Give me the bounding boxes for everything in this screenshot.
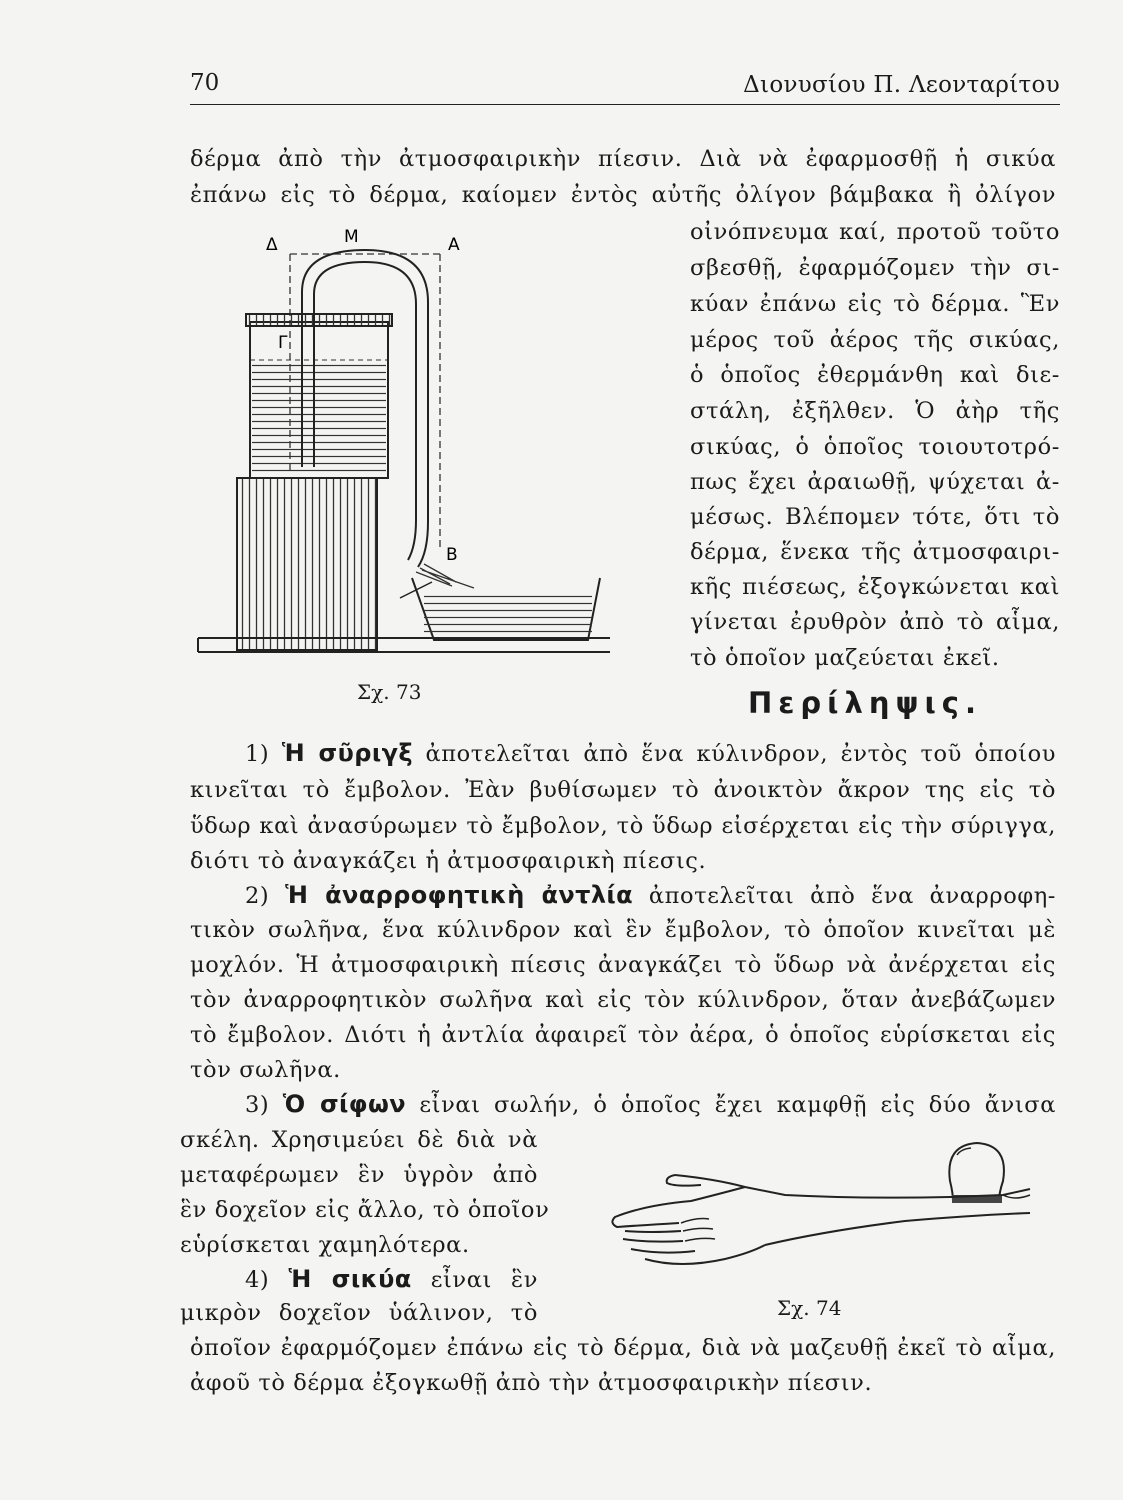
item-number: 4) <box>245 1267 270 1293</box>
side-line: στάλη, ἐξῆλθεν. Ὁ ἀὴρ τῆς <box>690 398 1060 424</box>
summary-line: ἀφοῦ τὸ δέρμα ἐξογκωθῇ ἀπὸ τὴν ἀτμοσφαιρικὴν πίεσιν. <box>190 1370 873 1396</box>
item-number: 1) <box>245 741 270 767</box>
summary-item-1-first-line <box>245 738 1056 769</box>
term-cupping-glass: Ἡ σικύα <box>288 1265 412 1293</box>
summary-line: τικὸν σωλῆνα, ἕνα κύλινδρον καὶ ἓν ἔμβολον, τὸ ὁποῖον κινεῖται μὲ <box>190 917 1056 943</box>
side-line: μέρος τοῦ ἀέρος τῆς σικύας, <box>690 327 1060 353</box>
label-beta: Β <box>446 545 458 565</box>
item-text: εἶναι σωλήν, ὁ ὁποῖος ἔχει καμφθῇ εἰς δύο ἄνισα <box>419 1092 1056 1118</box>
summary-line: διότι τὸ ἀναγκάζει ἡ ἀτμοσφαιρικὴ πίεσις. <box>190 848 707 874</box>
side-line: μέσως. Βλέπομεν τότε, ὅτι τὸ <box>690 504 1060 530</box>
side-line: οἰνόπνευμα καί, προτοῦ τοῦτο <box>690 219 1060 245</box>
summary-heading: Περίληψις. <box>748 686 982 720</box>
side-line: σικύας, ὁ ὁποῖος τοιουτοτρό- <box>690 434 1060 460</box>
label-alpha: Α <box>448 235 460 255</box>
item-text: ἀποτελεῖται ἀπὸ ἕνα ἀναρροφη- <box>648 883 1056 909</box>
summary-line: μεταφέρωμεν ἓν ὑγρὸν ἀπὸ <box>180 1162 538 1188</box>
summary-line: εὑρίσκεται χαμηλότερα. <box>180 1232 470 1258</box>
term-syringe: Ἡ σῦριγξ <box>281 739 413 767</box>
label-mu: Μ <box>344 227 359 247</box>
side-line: γίνεται ἐρυθρὸν ἀπὸ τὸ αἷμα, <box>690 609 1060 635</box>
summary-line: τὸν σωλῆνα. <box>190 1057 341 1083</box>
item-number: 2) <box>245 883 270 909</box>
term-suction-pump: Ἡ ἀναρροφητικὴ ἀντλία <box>285 881 634 909</box>
summary-line: σκέλη. Χρησιμεύει δὲ διὰ νὰ <box>180 1127 538 1153</box>
summary-line: ὕδωρ καὶ ἀνασύρωμεν τὸ ἔμβολον, τὸ ὕδωρ εἰσέρχεται εἰς τὴν σύριγγα, <box>190 813 1056 839</box>
intro-line: δέρμα ἀπὸ τὴν ἀτμοσφαιρικὴν πίεσιν. Διὰ νὰ ἐφαρμοσθῇ ἡ σικύα <box>190 146 1056 172</box>
item-text: ἀποτελεῖται ἀπὸ ἕνα κύλινδρον, ἐντὸς τοῦ ὁποίου <box>425 741 1056 767</box>
summary-item-3-first-line <box>245 1089 1056 1120</box>
page-header <box>190 66 1060 105</box>
side-line: κύαν ἐπάνω εἰς τὸ δέρμα. Ἓν <box>690 291 1060 317</box>
summary-line: μικρὸν δοχεῖον ὑάλινον, τὸ <box>180 1300 538 1326</box>
page-number: 70 <box>190 70 220 96</box>
summary-line: ἓν δοχεῖον εἰς ἄλλο, τὸ ὁποῖον <box>180 1197 550 1223</box>
side-line: κῆς πιέσεως, ἐξογκώνεται καὶ <box>690 574 1060 600</box>
summary-line: τὸν ἀναρροφητικὸν σωλῆνα καὶ εἰς τὸν κύλινδρον, ὅταν ἀνεβάζωμεν <box>190 987 1056 1013</box>
item-number: 3) <box>245 1092 270 1118</box>
side-line: ὁ ὁποῖος ἐθερμάνθη καὶ διε- <box>690 362 1060 388</box>
side-line: τὸ ὁποῖον μαζεύεται ἐκεῖ. <box>690 645 1000 671</box>
side-line: δέρμα, ἕνεκα τῆς ἀτμοσφαιρι- <box>690 539 1060 565</box>
intro-line: ἐπάνω εἰς τὸ δέρμα, καίομεν ἐντὸς αὐτῆς ὀλίγον βάμβακα ἢ ὀλίγον <box>190 182 1056 208</box>
running-head: Διονυσίου Π. Λεονταρίτου <box>743 72 1060 98</box>
summary-item-4-first-line <box>245 1264 538 1295</box>
summary-line: μοχλόν. Ἡ ἀτμοσφαιρικὴ πίεσις ἀναγκάζει τὸ ὕδωρ νὰ ἀνέρχεται εἰς <box>190 952 1056 978</box>
figure-74-caption: Σχ. 74 <box>777 1296 842 1320</box>
figure-73-siphon-diagram <box>190 222 620 662</box>
item-text: εἶναι ἓν <box>430 1267 538 1293</box>
summary-line: κινεῖται τὸ ἔμβολον. Ἐὰν βυθίσωμεν τὸ ἀνοικτὸν ἄκρον της εἰς τὸ <box>190 777 1056 803</box>
label-gamma: Γ <box>278 333 288 353</box>
figure-73-caption: Σχ. 73 <box>357 680 422 704</box>
label-delta: Δ <box>266 235 278 255</box>
side-line: σβεσθῇ, ἐφαρμόζομεν τὴν σι- <box>690 255 1060 281</box>
summary-line: τὸ ἔμβολον. Διότι ἡ ἀντλία ἀφαιρεῖ τὸν ἀέρα, ὁ ὁποῖος εὑρίσκεται εἰς <box>190 1022 1056 1048</box>
summary-line: ὁποῖον ἐφαρμόζομεν ἐπάνω εἰς τὸ δέρμα, διὰ νὰ μαζευθῇ ἐκεῖ τὸ αἷμα, <box>190 1335 1056 1361</box>
summary-item-2-first-line <box>245 880 1056 911</box>
side-line: πως ἔχει ἀραιωθῇ, ψύχεται ἀ- <box>690 469 1060 495</box>
term-siphon: Ὁ σίφων <box>282 1090 406 1118</box>
figure-74-cupping-glass-diagram <box>605 1135 1045 1285</box>
